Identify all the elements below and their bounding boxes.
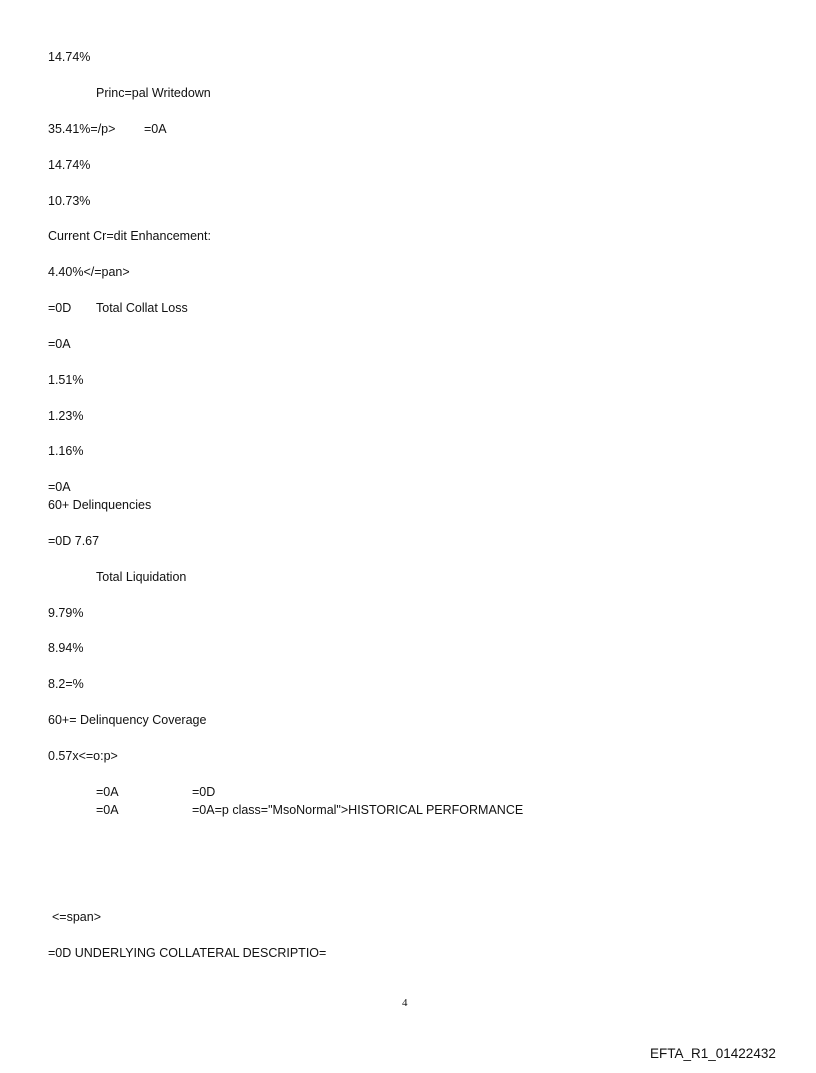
text-line: =0A bbox=[48, 337, 71, 351]
text-line: Princ=pal Writedown bbox=[96, 86, 211, 100]
text-line: 14.74% bbox=[48, 50, 91, 64]
text-line: =0D bbox=[192, 785, 216, 799]
text-line: 4.40%</=pan> bbox=[48, 265, 130, 279]
page-number: 4 bbox=[402, 997, 408, 1009]
text-line: 0.57x<=o:p> bbox=[48, 749, 118, 763]
text-line: 1.51% bbox=[48, 373, 84, 387]
text-line: Total Collat Loss bbox=[96, 301, 188, 315]
text-line: =0A bbox=[96, 803, 119, 817]
text-line: Current Cr=dit Enhancement: bbox=[48, 229, 211, 243]
text-line: 60+ Delinquencies bbox=[48, 498, 152, 512]
text-line: =0D UNDERLYING COLLATERAL DESCRIPTIO= bbox=[48, 946, 327, 960]
footer-document-id: EFTA_R1_01422432 bbox=[650, 1046, 776, 1061]
text-line: 1.23% bbox=[48, 409, 84, 423]
text-line: Total Liquidation bbox=[96, 570, 187, 584]
text-line: 8.94% bbox=[48, 641, 84, 655]
text-line: 8.2=% bbox=[48, 677, 84, 691]
text-line: 9.79% bbox=[48, 606, 84, 620]
text-line: =0A=p class="MsoNormal">HISTORICAL PERFORMANCE bbox=[192, 803, 524, 817]
text-line: 60+= Delinquency Coverage bbox=[48, 713, 207, 727]
text-line: =0A bbox=[96, 785, 119, 799]
text-line: 1.16% bbox=[48, 444, 84, 458]
text-line: =0D 7.67 bbox=[48, 534, 100, 548]
text-line: 35.41%=/p> bbox=[48, 122, 116, 136]
text-line: 14.74% bbox=[48, 158, 91, 172]
text-line: =0D bbox=[48, 301, 72, 315]
text-line: =0A bbox=[144, 122, 167, 136]
text-line: =0A bbox=[48, 480, 71, 494]
text-line: 10.73% bbox=[48, 194, 91, 208]
text-line: <=span> bbox=[52, 910, 102, 924]
